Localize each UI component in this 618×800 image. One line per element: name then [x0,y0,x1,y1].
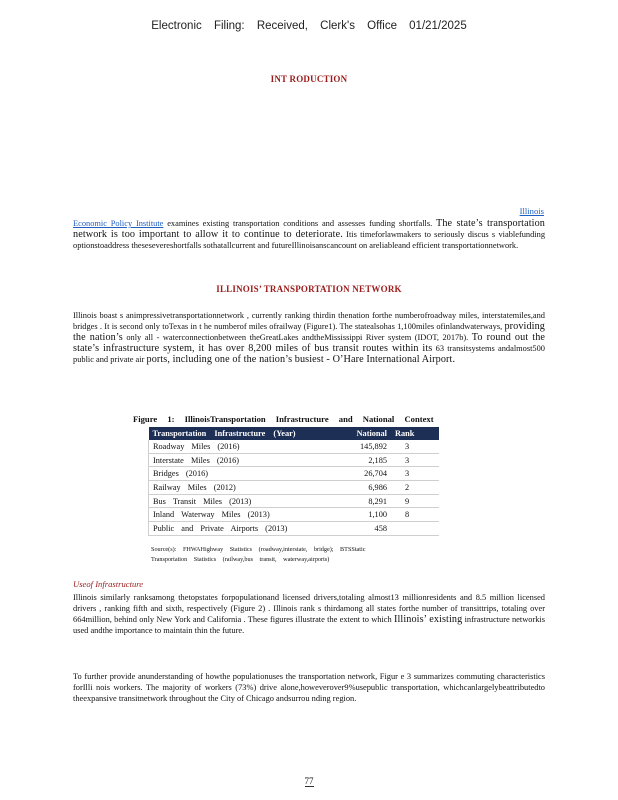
intro-paragraph [73,218,545,251]
table-row [149,467,440,481]
row-rank [391,522,439,536]
intro-text-a: examines existing transportation conditions and assesses funding shortfalls. [167,219,433,228]
section-heading-network: ILLINOIS’ TRANSPORTATION NETWORK [216,284,402,294]
illinois-link[interactable]: Illinois [519,206,544,216]
row-label: Public and Private Airports (2013) [149,522,342,536]
row-rank: 9 [391,494,439,508]
row-label: Interstate Miles (2016) [149,453,342,467]
source-line-1: Source(s): FHWAHighway Statistics (roadway,interstate, bridge); BTSStatic [151,546,366,553]
intro-text-c: Itis timeforlawmakers to seriously discus s viablefunding optionstoaddress thesesevereshortfalls sothatallcurrent and futureIllinoisanscancount on areliableand efficient transportationnetwork. [73,230,546,250]
row-rank: 8 [391,508,439,522]
col-header-national: National [342,427,391,440]
row-label: Bus Transit Miles (2013) [149,494,342,508]
network-text-e: 63 transitsystems andalmost500 public and private air [73,344,545,364]
table-row [149,508,440,522]
table-row [149,453,440,467]
page-number-value: 77 [304,776,314,786]
col-header-rank: Rank [391,427,439,440]
use-text-c: infrastructure networkis used andthe importance to maintain thin the future. [73,615,546,635]
use-heading: Useof Infrastructure [73,579,144,589]
figure-source [151,545,451,565]
network-text-a: Illinois boast s animpressivetransportationnetwork , currently ranking thirdin thenation forthe numberofroadway miles, interstatemiles,and bridges . It is second only toTexas in t he numberof miles ofrailway (Figure1). The statealsohas 1,100miles ofinlandwaterways, [73,311,545,331]
table-header-row [149,427,440,440]
row-label: Bridges (2016) [149,467,342,481]
table-row [149,440,440,453]
col-header-infrastructure: Transportation Infrastructure (Year) [149,427,342,440]
row-rank: 3 [391,453,439,467]
table-row [149,481,440,495]
figure-caption: Figure 1: IllinoisTransportation Infrastructure and National Context [133,414,434,424]
network-text-d: To round out the state’s infrastructure system, it has over 8,200 miles of bus transit routes within its [73,332,546,354]
table-row [149,522,440,536]
network-text-b: providing the nation’s [73,321,545,343]
row-value: 458 [342,522,391,536]
row-label: Roadway Miles (2016) [149,440,342,453]
row-label: Inland Waterway Miles (2013) [149,508,342,522]
row-value: 145,892 [342,440,391,453]
row-value: 26,704 [342,467,391,481]
row-label: Railway Miles (2012) [149,481,342,495]
row-rank: 3 [391,467,439,481]
row-value: 6,986 [342,481,391,495]
infrastructure-table [148,427,439,536]
commute-paragraph: To further provide anunderstanding of howthe populationuses the transportation network, Figur e 3 summarizes commuting characteristics forIlli nois workers. The majority of workers (73%) drive alone,howeverover9%usepublic transportation, whichcanlargelybeattributedto theexpansive transitnetwork throughout the City of Chicago andsurrou nding region. [73,672,545,703]
intro-link-illinois[interactable] [520,206,544,216]
filing-stamp: Electronic Filing: Received, Clerk's Office 01/21/2025 [151,20,467,32]
network-paragraph [73,310,545,365]
row-value: 8,291 [342,494,391,508]
network-text-c: only all - waterconnectionbetween theGreatLakes andtheMississippi River system (IDOT, 2017b). [126,333,469,342]
intro-text-b: The state’s transportation network is too important to allow it to continue to deteriorate. [73,218,545,240]
use-paragraph [73,592,545,636]
row-rank: 2 [391,481,439,495]
epi-link[interactable]: Economic Policy Institute [73,219,164,228]
row-value: 1,100 [342,508,391,522]
intro-heading: INT RODUCTION [270,74,348,84]
table-row [149,494,440,508]
use-text-a: Illinois similarly ranksamong thetopstates forpopulationand licensed drivers,totaling almost13 millionresidents and 8.5 million licensed drivers , ranking fifth and sixth, respectively (Figure 2) . Illinois rank s thirdamong all states forthe number of transittrips, totaling over 664million, behind only New York and California . These figures illustrate the extent to which [73,593,545,624]
row-value: 2,185 [342,453,391,467]
page-number [0,776,618,786]
source-line-2: Transportation Statistics (railway,bus transit, waterway,airports) [151,556,330,563]
network-text-f: ports, including one of the nation’s busiest - O’Hare International Airport. [146,354,456,365]
row-rank: 3 [391,440,439,453]
use-text-b: Illinois’ existing [393,614,463,625]
